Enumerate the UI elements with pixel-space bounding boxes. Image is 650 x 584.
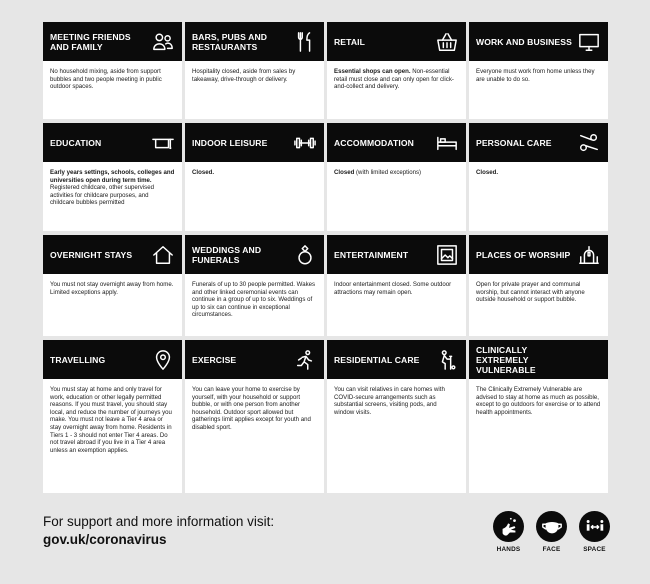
cutlery-icon — [294, 31, 316, 53]
place-of-worship-icon — [578, 244, 600, 266]
card-indoor-leisure — [185, 123, 324, 231]
card-text: You must stay at home and only travel for work, education or other legally permitted reasons. If you must travel, you should stay local, and reduce the number of journeys you make. You must not leave a Tier 4 area or stay overnight away from home. Residents in Tiers 1 - 3 should not enter Tier 4 areas. Do not travel abroad if you live in a Tier 4 area unless an exemption applies. — [50, 386, 172, 454]
card-title: WEDDINGS AND FUNERALS — [192, 244, 262, 265]
hfs-space — [578, 511, 611, 553]
card-places-of-worship — [469, 235, 608, 336]
card-body — [327, 379, 466, 493]
dumbbell-icon — [294, 132, 316, 154]
graduation-cap-icon — [152, 132, 174, 154]
card-header — [185, 235, 324, 274]
running-person-icon — [294, 349, 316, 371]
scissors-icon — [578, 132, 600, 154]
restrictions-grid — [43, 22, 606, 493]
card-title: BARS, PUBS AND RESTAURANTS — [192, 31, 268, 52]
card-overnight-stays — [43, 235, 182, 336]
card-bold-text: Early years settings, schools, colleges and universities open during term time. — [50, 169, 175, 184]
card-title: ACCOMMODATION — [334, 137, 414, 148]
card-clinically-extremely-vulnerable — [469, 340, 608, 493]
card-body — [185, 379, 324, 493]
card-title: MEETING FRIENDS AND FAMILY — [50, 31, 131, 52]
card-body — [185, 162, 324, 231]
card-bars-pubs-and-restaurants — [185, 22, 324, 119]
card-entertainment — [327, 235, 466, 336]
card-header — [469, 22, 608, 61]
card-body — [469, 61, 608, 119]
hfs-label: FACE — [542, 546, 561, 553]
card-bold-text: Closed. — [476, 169, 499, 176]
card-text: Everyone must work from home unless they are unable to do so. — [476, 68, 595, 83]
card-header — [327, 340, 466, 379]
computer-monitor-icon — [578, 31, 600, 53]
bed-icon — [436, 132, 458, 154]
card-travelling — [43, 340, 182, 493]
card-meeting-friends-and-family — [43, 22, 182, 119]
card-title: RETAIL — [334, 36, 365, 47]
card-body — [185, 61, 324, 119]
card-bold-text: Essential shops can open. — [334, 68, 411, 75]
card-title: RESIDENTIAL CARE — [334, 354, 420, 365]
social-distance-icon — [579, 511, 610, 542]
picture-frame-icon — [436, 244, 458, 266]
card-header — [43, 235, 182, 274]
card-header — [327, 235, 466, 274]
shopping-basket-icon — [436, 31, 458, 53]
card-body — [469, 379, 608, 493]
card-text: You can leave your home to exercise by yourself, with your household or support bubble, or with one person from another household. Outdoor sport allowed but gatherings limit applies except for youth and disabled sport. — [192, 386, 311, 431]
card-residential-care — [327, 340, 466, 493]
card-header — [43, 340, 182, 379]
card-education — [43, 123, 182, 231]
card-title: ENTERTAINMENT — [334, 249, 409, 260]
card-title: CLINICALLY EXTREMELY VULNERABLE — [476, 344, 536, 375]
hands-face-space — [492, 511, 611, 553]
card-body — [327, 61, 466, 119]
card-header — [43, 22, 182, 61]
card-title: PLACES OF WORSHIP — [476, 249, 571, 260]
card-title: PERSONAL CARE — [476, 137, 552, 148]
care-home-icon — [436, 349, 458, 371]
card-header — [43, 123, 182, 162]
card-retail — [327, 22, 466, 119]
card-body — [43, 61, 182, 119]
card-header — [469, 340, 608, 379]
card-text: Registered childcare, other supervised activities for childcare purposes, and childcare bubbles permitted — [50, 184, 154, 207]
face-mask-icon — [536, 511, 567, 542]
card-bold-text: Closed. — [192, 169, 215, 176]
card-text: Indoor entertainment closed. Some outdoor attractions may remain open. — [334, 281, 452, 296]
card-exercise — [185, 340, 324, 493]
support-link[interactable]: gov.uk/coronavirus — [43, 532, 167, 547]
card-title: EXERCISE — [192, 354, 237, 365]
card-text: (with limited exceptions) — [356, 169, 422, 176]
people-icon — [152, 31, 174, 53]
card-text: You can visit relatives in care homes with COVID-secure arrangements such as substantial screens, visiting pods, and window visits. — [334, 386, 445, 416]
house-icon — [152, 244, 174, 266]
hfs-label: HANDS — [496, 546, 521, 553]
card-title: INDOOR LEISURE — [192, 137, 268, 148]
support-footer — [43, 514, 274, 547]
card-bold-text: Closed — [334, 169, 355, 176]
card-title: TRAVELLING — [50, 354, 106, 365]
card-text: Open for private prayer and communal worship, but cannot interact with anyone outside household or support bubble. — [476, 281, 585, 304]
card-title: WORK AND BUSINESS — [476, 36, 572, 47]
support-text: For support and more information visit: — [43, 514, 275, 529]
card-header — [185, 340, 324, 379]
card-text: The Clinically Extremely Vulnerable are advised to stay at home as much as possible, except to go outdoors for exercise or to attend health appointments. — [476, 386, 601, 416]
card-body — [43, 379, 182, 493]
card-body — [43, 274, 182, 336]
card-header — [185, 22, 324, 61]
card-work-and-business — [469, 22, 608, 119]
card-body — [327, 162, 466, 231]
card-body — [469, 274, 608, 336]
hfs-face — [535, 511, 568, 553]
card-title: OVERNIGHT STAYS — [50, 249, 133, 260]
card-header — [327, 22, 466, 61]
card-text: Hospitality closed, aside from sales by takeaway, drive-through or delivery. — [192, 68, 296, 83]
hands-washing-icon — [493, 511, 524, 542]
card-weddings-and-funerals — [185, 235, 324, 336]
card-personal-care — [469, 123, 608, 231]
card-text: No household mixing, aside from support bubbles and two people meeting in public outdoor spaces. — [50, 68, 162, 91]
hfs-label: SPACE — [583, 546, 606, 553]
card-accommodation — [327, 123, 466, 231]
hfs-hands — [492, 511, 525, 553]
card-header — [469, 123, 608, 162]
card-body — [185, 274, 324, 336]
card-header — [327, 123, 466, 162]
card-header — [469, 235, 608, 274]
card-header — [185, 123, 324, 162]
card-title: EDUCATION — [50, 137, 102, 148]
card-text: You must not stay overnight away from home. Limited exceptions apply. — [50, 281, 174, 296]
card-text: Funerals of up to 30 people permitted. Wakes and other linked ceremonial events can continue in a group of up to six. Weddings of up to six can continue in exceptional circumstances. — [192, 281, 316, 319]
card-body — [469, 162, 608, 231]
card-body — [43, 162, 182, 231]
card-text: Non-essential retail must close and can only open for click-and-collect and delivery. — [334, 68, 454, 91]
ring-icon — [294, 244, 316, 266]
location-pin-icon — [152, 349, 174, 371]
card-body — [327, 274, 466, 336]
